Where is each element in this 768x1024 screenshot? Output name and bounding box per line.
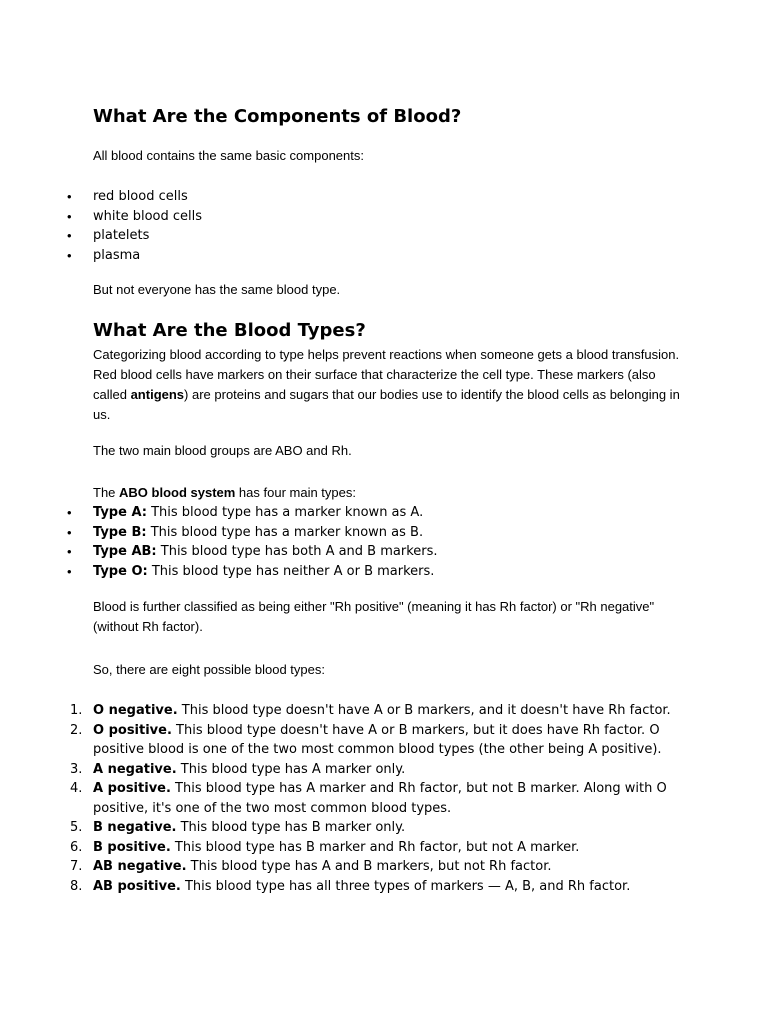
item-number: 2. — [70, 722, 83, 738]
item-number: 6. — [70, 839, 83, 855]
list-item: • white blood cells — [0, 207, 202, 227]
antigens-term: antigens — [130, 387, 185, 402]
abo-term: ABO blood system — [119, 485, 236, 500]
list-item: 6. B positive. This blood type has B marker and Rh factor, but not A marker. — [0, 838, 683, 858]
rh-factor-text: Blood is further classified as being either "Rh positive" (meaning it has Rh factor) or "Rh negative" (without Rh factor). — [93, 599, 655, 634]
heading-blood-types: What Are the Blood Types? — [93, 320, 366, 341]
list-item: • red blood cells — [0, 187, 202, 207]
list-item: • plasma — [0, 246, 202, 266]
list-item: 1. O negative. This blood type doesn't have A or B markers, and it doesn't have Rh factor. — [0, 701, 683, 721]
heading-blood-components: What Are the Components of Blood? — [93, 106, 462, 127]
list-item: 5. B negative. This blood type has B marker only. — [0, 818, 683, 838]
components-intro: All blood contains the same basic components: — [93, 148, 364, 163]
item-number: 7. — [70, 859, 83, 874]
abo-types-list — [0, 503, 438, 581]
eight-types-intro: So, there are eight possible blood types: — [93, 662, 325, 677]
list-item: 7. AB negative. This blood type has A and B markers, but not Rh factor. — [0, 857, 683, 877]
blood-groups-text: The two main blood groups are ABO and Rh. — [93, 443, 352, 458]
item-number: 3. — [70, 761, 83, 777]
item-number: 8. — [70, 878, 83, 894]
list-item: • Type AB: This blood type has both A and B markers. — [0, 542, 438, 562]
list-item: • Type O: This blood type has neither A or B markers. — [0, 562, 438, 582]
abo-intro: The ABO blood system has four main types: — [93, 485, 356, 500]
blood-types-paragraph: Categorizing blood according to type helps prevent reactions when someone gets a blood transfusion. Red blood cells have markers on their surface that characterize the cell type. These markers (also called antigens) are proteins and sugars that our bodies use to identify the blood cells as belonging in us. — [93, 347, 680, 422]
list-item: 4. A positive. This blood type has A marker and Rh factor, but not B marker. Along with O positive, it's one of the two most common blood types. — [70, 781, 667, 816]
blood-types-list — [0, 701, 683, 896]
item-number: 1. — [70, 703, 83, 718]
components-list — [0, 187, 202, 265]
list-item: 2. O positive. This blood type doesn't have A or B markers, but it does have Rh factor. O positive blood is one of the two most common blood types (the other being A positive). — [70, 722, 662, 757]
list-item: 3. A negative. This blood type has A marker only. — [0, 760, 683, 780]
list-item: 8. AB positive. This blood type has all three types of markers — A, B, and Rh factor. — [0, 877, 683, 897]
item-number: 5. — [70, 820, 83, 835]
components-outro: But not everyone has the same blood type. — [93, 282, 341, 297]
list-item: • Type A: This blood type has a marker known as A. — [0, 503, 438, 523]
list-item: • platelets — [0, 226, 202, 246]
item-number: 4. — [70, 781, 83, 796]
list-item: • Type B: This blood type has a marker known as B. — [0, 523, 438, 543]
